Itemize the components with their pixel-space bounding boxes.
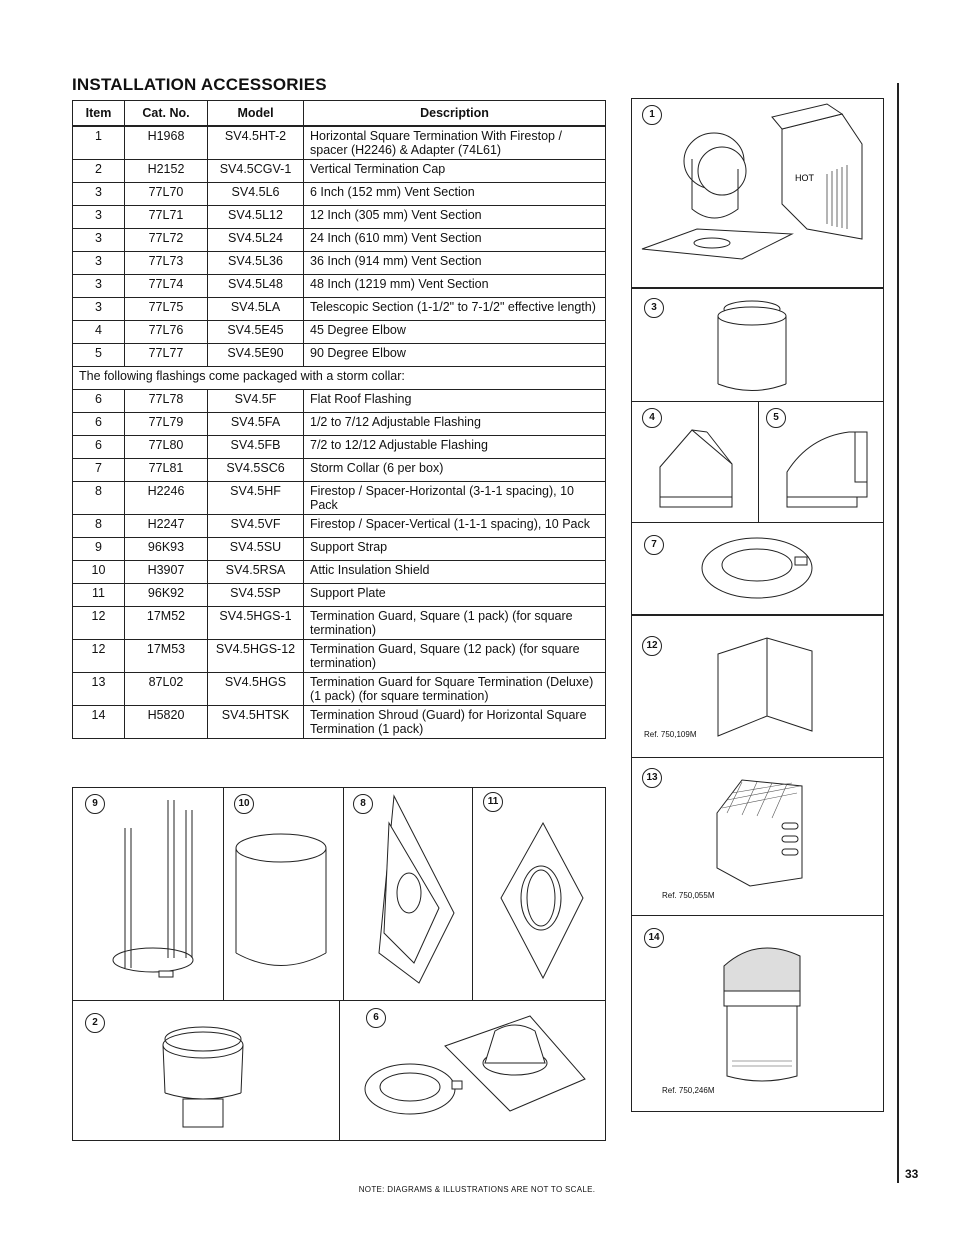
table-row — [73, 390, 606, 413]
figure-number-badge: 8 — [353, 794, 373, 814]
cell-description: Termination Guard for Square Termination (Deluxe) (1 pack) (for square termination) — [304, 673, 606, 706]
figure-number-badge: 6 — [366, 1008, 386, 1028]
figure-panel-10 — [223, 787, 344, 1001]
cell-cat-no: 77L81 — [125, 459, 208, 482]
table-row — [73, 515, 606, 538]
cell-item: 9 — [73, 538, 125, 561]
table-note-row — [73, 367, 606, 390]
figure-number-badge: 14 — [644, 928, 664, 948]
cell-item: 4 — [73, 321, 125, 344]
vent-section-drawing — [632, 289, 885, 404]
cell-item: 10 — [73, 561, 125, 584]
cell-model: SV4.5F — [208, 390, 304, 413]
cell-description: 7/2 to 12/12 Adjustable Flashing — [304, 436, 606, 459]
cell-model: SV4.5FA — [208, 413, 304, 436]
cell-description: Support Strap — [304, 538, 606, 561]
figure-panel-5 — [758, 401, 884, 524]
cell-model: SV4.5SU — [208, 538, 304, 561]
elbow-90-drawing — [759, 402, 885, 525]
cell-item: 6 — [73, 413, 125, 436]
cell-model: SV4.5L48 — [208, 275, 304, 298]
cell-model: SV4.5RSA — [208, 561, 304, 584]
figure-panel-8 — [343, 787, 473, 1001]
cell-cat-no: 17M52 — [125, 607, 208, 640]
cell-cat-no: 77L80 — [125, 436, 208, 459]
page-margin-rule — [897, 83, 899, 1183]
figure-panel-4 — [631, 401, 759, 524]
cell-description: Termination Guard, Square (1 pack) (for square termination) — [304, 607, 606, 640]
cell-item: 8 — [73, 482, 125, 515]
column-header-item: Item — [73, 101, 125, 127]
cell-model: SV4.5L12 — [208, 206, 304, 229]
column-header-description: Description — [304, 101, 606, 127]
cell-item: 3 — [73, 275, 125, 298]
cell-item: 6 — [73, 436, 125, 459]
figure-number-badge: 12 — [642, 636, 662, 656]
table-row — [73, 229, 606, 252]
cell-model: SV4.5L36 — [208, 252, 304, 275]
cell-description: Horizontal Square Termination With Firestop / spacer (H2246) & Adapter (74L61) — [304, 126, 606, 160]
cell-description: Vertical Termination Cap — [304, 160, 606, 183]
cell-item: 3 — [73, 183, 125, 206]
cell-model: SV4.5E90 — [208, 344, 304, 367]
cell-description: Attic Insulation Shield — [304, 561, 606, 584]
cell-cat-no: 77L70 — [125, 183, 208, 206]
cell-item: 12 — [73, 640, 125, 673]
cell-cat-no: H2247 — [125, 515, 208, 538]
figure-panel-7 — [631, 522, 884, 615]
cell-cat-no: H2152 — [125, 160, 208, 183]
table-row — [73, 673, 606, 706]
cell-model: SV4.5HF — [208, 482, 304, 515]
elbow-45-drawing — [632, 402, 760, 525]
cell-cat-no: 77L75 — [125, 298, 208, 321]
table-row — [73, 298, 606, 321]
table-row — [73, 482, 606, 515]
cell-description: Firestop / Spacer-Horizontal (3-1-1 spacing), 10 Pack — [304, 482, 606, 515]
cell-item: 8 — [73, 515, 125, 538]
termination-shroud-drawing — [632, 916, 885, 1113]
cell-model: SV4.5L6 — [208, 183, 304, 206]
cell-item: 14 — [73, 706, 125, 739]
footnote: NOTE: DIAGRAMS & ILLUSTRATIONS ARE NOT TO SCALE. — [358, 1185, 596, 1194]
figure-panel-6 — [339, 1000, 606, 1141]
accessories-table — [72, 100, 606, 739]
figure-number-badge: 13 — [642, 768, 662, 788]
cell-cat-no: 77L76 — [125, 321, 208, 344]
cell-model: SV4.5E45 — [208, 321, 304, 344]
flashing-note: The following flashings come packaged with a storm collar: — [73, 367, 606, 390]
table-row — [73, 584, 606, 607]
reference-number: Ref. 750,109M — [644, 730, 697, 739]
figure-panel-3 — [631, 288, 884, 403]
table-row — [73, 206, 606, 229]
cell-model: SV4.5HGS-1 — [208, 607, 304, 640]
table-row — [73, 640, 606, 673]
cell-cat-no: H5820 — [125, 706, 208, 739]
table-row — [73, 561, 606, 584]
hot-label: HOT — [795, 173, 814, 183]
table-row — [73, 538, 606, 561]
figure-number-badge: 4 — [642, 408, 662, 428]
figure-number-badge: 7 — [644, 535, 664, 555]
horizontal-termination-drawing — [632, 99, 885, 289]
cell-item: 3 — [73, 298, 125, 321]
support-plate-drawing — [473, 788, 607, 1002]
cell-description: 6 Inch (152 mm) Vent Section — [304, 183, 606, 206]
reference-number: Ref. 750,055M — [662, 891, 715, 900]
cell-cat-no: 77L71 — [125, 206, 208, 229]
vertical-termination-cap-drawing — [73, 1001, 341, 1142]
figure-number-badge: 9 — [85, 794, 105, 814]
figure-panel-11 — [472, 787, 606, 1001]
cell-cat-no: 96K92 — [125, 584, 208, 607]
cell-model: SV4.5HGS — [208, 673, 304, 706]
cell-description: Telescopic Section (1-1/2" to 7-1/2" effective length) — [304, 298, 606, 321]
cell-item: 3 — [73, 252, 125, 275]
table-row — [73, 183, 606, 206]
cell-item: 1 — [73, 126, 125, 160]
support-strap-drawing — [73, 788, 225, 1002]
cell-cat-no: 17M53 — [125, 640, 208, 673]
cell-item: 13 — [73, 673, 125, 706]
figure-number-badge: 5 — [766, 408, 786, 428]
table-row — [73, 126, 606, 160]
cell-item: 7 — [73, 459, 125, 482]
cell-item: 11 — [73, 584, 125, 607]
table-row — [73, 413, 606, 436]
figure-panel-14 — [631, 915, 884, 1112]
figure-panel-1 — [631, 98, 884, 288]
table-row — [73, 275, 606, 298]
cell-description: 24 Inch (610 mm) Vent Section — [304, 229, 606, 252]
cell-model: SV4.5L24 — [208, 229, 304, 252]
cell-description: 90 Degree Elbow — [304, 344, 606, 367]
figure-number-badge: 11 — [483, 792, 503, 812]
cell-cat-no: 77L73 — [125, 252, 208, 275]
cell-description: 36 Inch (914 mm) Vent Section — [304, 252, 606, 275]
cell-description: Support Plate — [304, 584, 606, 607]
page-title: INSTALLATION ACCESSORIES — [72, 75, 327, 94]
table-row — [73, 321, 606, 344]
cell-cat-no: 77L79 — [125, 413, 208, 436]
cell-item: 3 — [73, 229, 125, 252]
cell-model: SV4.5LA — [208, 298, 304, 321]
cell-cat-no: 77L77 — [125, 344, 208, 367]
cell-model: SV4.5HT-2 — [208, 126, 304, 160]
cell-cat-no: H1968 — [125, 126, 208, 160]
table-row — [73, 706, 606, 739]
page-number: 33 — [905, 1167, 919, 1181]
table-row — [73, 160, 606, 183]
figure-number-badge: 3 — [644, 298, 664, 318]
cell-description: 12 Inch (305 mm) Vent Section — [304, 206, 606, 229]
figure-number-badge: 2 — [85, 1013, 105, 1033]
cell-cat-no: 96K93 — [125, 538, 208, 561]
cell-item: 6 — [73, 390, 125, 413]
cell-item: 2 — [73, 160, 125, 183]
cell-item: 5 — [73, 344, 125, 367]
cell-model: SV4.5CGV-1 — [208, 160, 304, 183]
figure-panel-2 — [72, 1000, 340, 1141]
cell-description: 45 Degree Elbow — [304, 321, 606, 344]
cell-model: SV4.5SC6 — [208, 459, 304, 482]
cell-description: Flat Roof Flashing — [304, 390, 606, 413]
table-row — [73, 607, 606, 640]
roof-flashing-drawing — [340, 1001, 607, 1142]
table-row — [73, 252, 606, 275]
cell-item: 12 — [73, 607, 125, 640]
column-header-cat-no: Cat. No. — [125, 101, 208, 127]
column-header-model: Model — [208, 101, 304, 127]
firestop-spacer-drawing — [344, 788, 474, 1002]
cell-cat-no: H3907 — [125, 561, 208, 584]
cell-cat-no: H2246 — [125, 482, 208, 515]
storm-collar-drawing — [632, 523, 885, 616]
cell-description: Termination Shroud (Guard) for Horizontal Square Termination (1 pack) — [304, 706, 606, 739]
cell-model: SV4.5FB — [208, 436, 304, 459]
table-header-row — [73, 101, 606, 127]
cell-cat-no: 77L72 — [125, 229, 208, 252]
cell-cat-no: 87L02 — [125, 673, 208, 706]
reference-number: Ref. 750,246M — [662, 1086, 715, 1095]
attic-insulation-shield-drawing — [224, 788, 345, 1002]
cell-cat-no: 77L78 — [125, 390, 208, 413]
table-row — [73, 436, 606, 459]
cell-description: Storm Collar (6 per box) — [304, 459, 606, 482]
figure-panel-13 — [631, 757, 884, 916]
figure-panel-9 — [72, 787, 224, 1001]
cell-model: SV4.5VF — [208, 515, 304, 538]
figure-number-badge: 1 — [642, 105, 662, 125]
cell-description: Termination Guard, Square (12 pack) (for square termination) — [304, 640, 606, 673]
figure-panel-12 — [631, 615, 884, 759]
figure-number-badge: 10 — [234, 794, 254, 814]
cell-model: SV4.5HTSK — [208, 706, 304, 739]
table-row — [73, 344, 606, 367]
cell-description: 1/2 to 7/12 Adjustable Flashing — [304, 413, 606, 436]
table-row — [73, 459, 606, 482]
cell-model: SV4.5SP — [208, 584, 304, 607]
cell-cat-no: 77L74 — [125, 275, 208, 298]
cell-description: Firestop / Spacer-Vertical (1-1-1 spacing), 10 Pack — [304, 515, 606, 538]
cell-item: 3 — [73, 206, 125, 229]
cell-model: SV4.5HGS-12 — [208, 640, 304, 673]
cell-description: 48 Inch (1219 mm) Vent Section — [304, 275, 606, 298]
